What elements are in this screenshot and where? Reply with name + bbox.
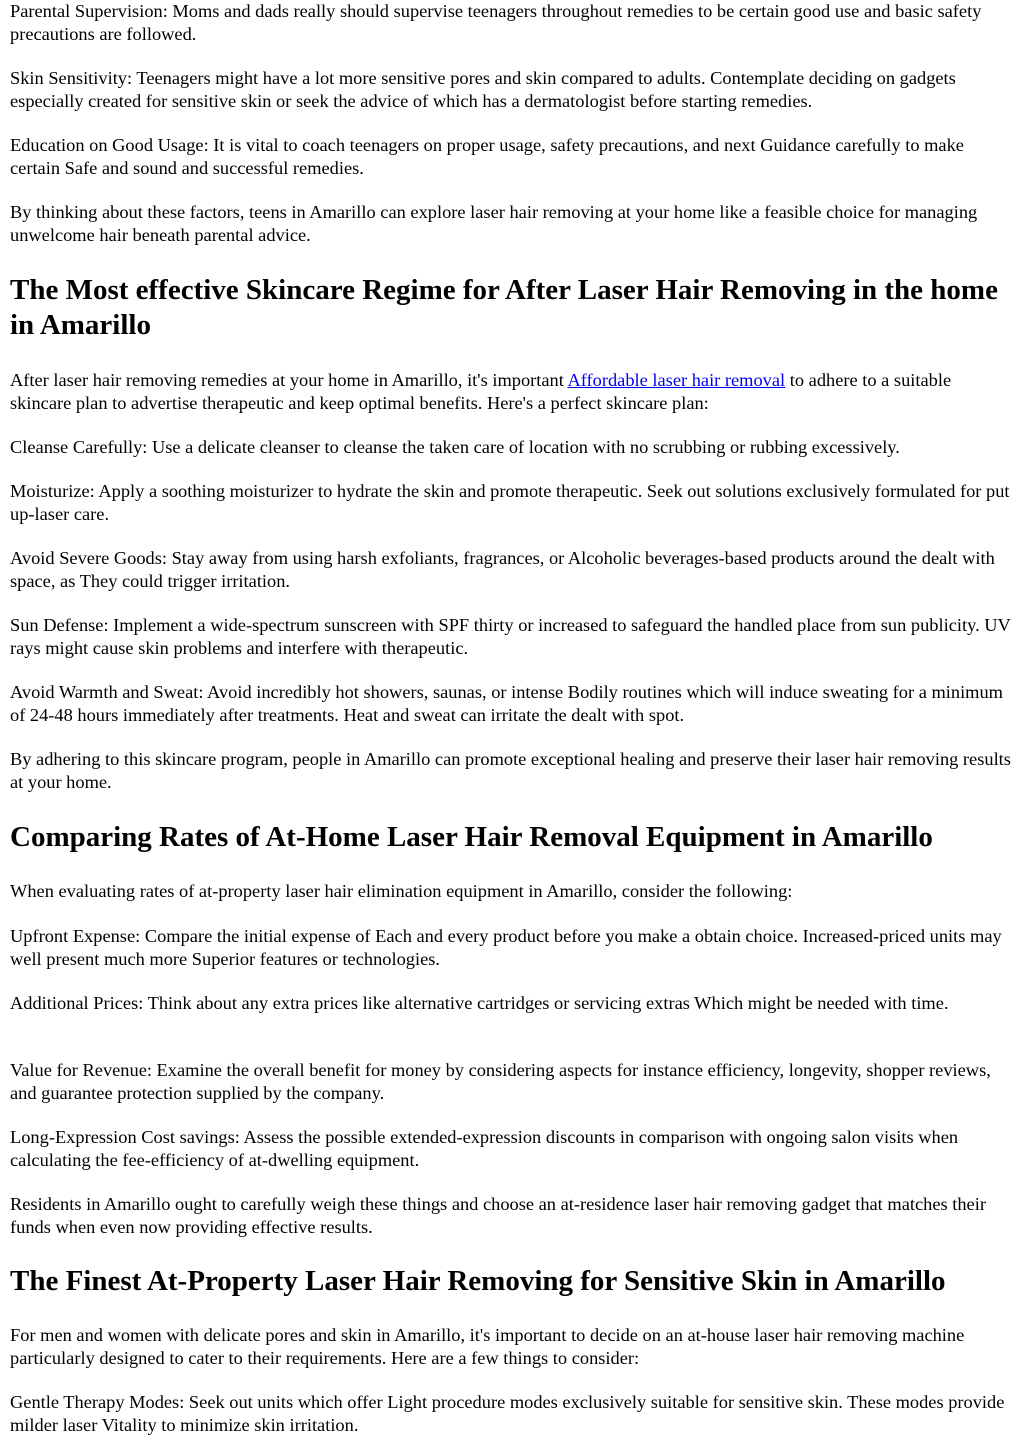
lead-text-before: After laser hair removing remedies at your home in Amarillo, it's important bbox=[10, 370, 568, 390]
paragraph-rates-intro: When evaluating rates of at-property laser hair elimination equipment in Amarillo, consider the following: bbox=[10, 881, 793, 901]
paragraph-education-usage: Education on Good Usage: It is vital to coach teenagers on proper usage, safety precautions, and next Guidance carefully to make certain Safe and sound and successful remedies. bbox=[10, 135, 964, 179]
heading-sensitive-skin: The Finest At-Property Laser Hair Removing for Sensitive Skin in Amarillo bbox=[10, 1265, 946, 1297]
paragraph-skin-sensitivity: Skin Sensitivity: Teenagers might have a lot more sensitive pores and skin compared to adults. Contemplate deciding on gadgets especially created for sensitive skin or seek the advice of which has a dermatologist before starting remedies. bbox=[10, 68, 956, 112]
affordable-laser-link[interactable]: Affordable laser hair removal bbox=[567, 370, 786, 390]
paragraph-additional-prices: Additional Prices: Think about any extra prices like alternative cartridges or servicing extras Which might be needed with time. bbox=[10, 993, 949, 1013]
lead-text-after: to adhere to a suitable skincare plan to advertise therapeutic and keep optimal benefits. Here's a perfect skincare plan: bbox=[10, 370, 952, 414]
paragraph-rates-summary: Residents in Amarillo ought to carefully weigh these things and choose an at-residence laser hair removing gadget that matches their funds when even now providing effective results. bbox=[10, 1194, 986, 1238]
paragraph-long-expression: Long-Expression Cost savings: Assess the possible extended-expression discounts in comparison with ongoing salon visits when calculating the fee-efficiency of at-dwelling equipment. bbox=[10, 1127, 959, 1171]
paragraph-upfront-expense: Upfront Expense: Compare the initial expense of Each and every product before you make a obtain choice. Increased-priced units may well present much more Superior features or technologies. bbox=[10, 926, 1002, 970]
paragraph-avoid-severe: Avoid Severe Goods: Stay away from using harsh exfoliants, fragrances, or Alcoholic beverages-based products around the dealt with space, as They could trigger irritation. bbox=[10, 548, 995, 592]
paragraph-skincare-lead bbox=[10, 369, 1014, 416]
paragraph-parental-supervision: Parental Supervision: Moms and dads really should supervise teenagers throughout remedies to be certain good use and basic safety precautions are followed. bbox=[10, 1, 982, 45]
heading-comparing-rates: Comparing Rates of At-Home Laser Hair Removal Equipment in Amarillo bbox=[10, 821, 933, 853]
heading-skincare-regime: The Most effective Skincare Regime for After Laser Hair Removing in the home in Amarillo bbox=[10, 274, 998, 341]
paragraph-teens-summary: By thinking about these factors, teens in Amarillo can explore laser hair removing at your home like a feasible choice for managing unwelcome hair beneath parental advice. bbox=[10, 202, 978, 246]
paragraph-skincare-summary: By adhering to this skincare program, people in Amarillo can promote exceptional healing and preserve their laser hair removing results at your home. bbox=[10, 749, 1011, 793]
paragraph-sun-defense: Sun Defense: Implement a wide-spectrum sunscreen with SPF thirty or increased to safeguard the handled place from sun publicity. UV rays might cause skin problems and interfere with therapeutic. bbox=[10, 615, 1011, 659]
paragraph-moisturize: Moisturize: Apply a soothing moisturizer to hydrate the skin and promote therapeutic. Seek out solutions exclusively formulated for put up-laser care. bbox=[10, 481, 1010, 525]
paragraph-cleanse: Cleanse Carefully: Use a delicate cleanser to cleanse the taken care of location with no scrubbing or rubbing excessively. bbox=[10, 437, 900, 457]
paragraph-sensitive-intro: For men and women with delicate pores and skin in Amarillo, it's important to decide on an at-house laser hair removing machine particularly designed to cater to their requirements. Here are a few things to consider: bbox=[10, 1325, 965, 1369]
paragraph-avoid-warmth: Avoid Warmth and Sweat: Avoid incredibly hot showers, saunas, or intense Bodily routines which will induce sweating for a minimum of 24-48 hours immediately after treatments. Heat and sweat can irritate the dealt with spot. bbox=[10, 682, 1003, 726]
paragraph-value-revenue: Value for Revenue: Examine the overall benefit for money by considering aspects for instance efficiency, longevity, shopper reviews, and guarantee protection supplied by the company. bbox=[10, 1060, 991, 1104]
paragraph-gentle-therapy: Gentle Therapy Modes: Seek out units which offer Light procedure modes exclusively suitable for sensitive skin. These modes provide milder laser Vitality to minimize skin irritation. bbox=[10, 1392, 1005, 1436]
